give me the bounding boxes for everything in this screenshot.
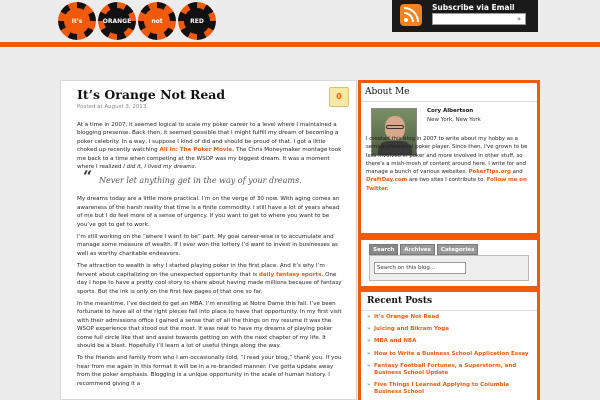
post-paragraph: At a time in 2007, it seemed logical to scale my poker career to a level where I maintained a blogging presense. Back then, it seemed possible that I might fulfill my dream of becoming a poker celebrity. In a way, I suppose I kind of did and should be proud of that. I got a little choked up recently watching All In: The Poker Movie. The Chris Moneymaker montage took me back to a time when competing at the WSOP was my biggest dream. It was a moment where I realized I did it, I lived my dreams.	[77, 122, 342, 171]
about-me-text: I created this blog in 2007 to write about my hobby as a semi-professional poker player. Since then, I've grown to be less involved in poker and more involved in other stuff, so there's a mish-mosh of content around here. I write for and manage a bunch of various websites. PokerTips.org and DraftDay.com are two sites I contribute to. Follow me on Twitter.	[366, 136, 528, 192]
post-paragraph: To the friends and family from who I am occasionally told, “I read your blog,” thank you. If you hear from me again in this format it will be in a re-branded manner. I’ve gotta update away from the poker emphasis. Blogging is a unique opportunity in the scale of human history. I recommend giving it a	[77, 355, 342, 387]
search-widget	[361, 240, 537, 286]
author-name: Cory Albertson	[427, 108, 474, 114]
divider	[361, 101, 537, 102]
quote-mark-icon: “	[83, 167, 93, 187]
daily-fantasy-sports-link[interactable]: daily fantasy sports	[258, 271, 322, 278]
post-blockquote: “ Never let anything get in the way of your dreams.	[83, 167, 302, 187]
post-meta: Posted at August 3, 2013	[77, 104, 147, 110]
logo-chip-not: not	[138, 2, 176, 40]
list-item[interactable]: » Fantasy Football Fortunes, a Superstorm, and Business School Update	[367, 363, 535, 377]
post-paragraph: I’m still working on the “where I want to be” part. My goal career-wise is to accumulate and manage some measure of wealth. If I ever won the lottery I’d want to invest in businesses as well as worthy charitable endeavors.	[77, 234, 338, 257]
recent-posts-list	[367, 314, 535, 400]
rss-icon[interactable]	[400, 4, 422, 26]
sidebar	[358, 80, 540, 400]
author-location: New York, New York	[427, 117, 481, 123]
draftday-link[interactable]: DraftDay.com	[366, 177, 408, 184]
subscribe-title: Subscribe via Email	[432, 3, 515, 12]
divider	[361, 310, 537, 311]
logo-chip-orange: ORANGE	[98, 2, 136, 40]
logo-chip-its: It's	[58, 2, 96, 40]
post-paragraph: My dreams today are a little more practical. I’m on the verge of 30 now. With aging comes an awareness of the harsh reality that time is a finite commodity. I still have a lot of years ahead of me but I do feel more of a sense of urgency. If you want to get to where you want to be you’ve got to get to work.	[77, 196, 340, 228]
recent-posts-widget	[361, 292, 537, 400]
tab-archives[interactable]: Archives	[400, 244, 435, 255]
site-header	[0, 0, 600, 42]
list-item[interactable]: » MBA and NBA	[367, 338, 535, 345]
about-me-widget	[361, 83, 537, 233]
post-title[interactable]: It’s Orange Not Read	[77, 87, 226, 102]
search-input[interactable]: Search on this blog...	[374, 262, 466, 274]
list-item[interactable]: » It’s Orange Not Read	[367, 314, 535, 321]
post-article	[60, 80, 357, 400]
site-logo[interactable]	[58, 2, 216, 42]
list-item[interactable]: » Juicing and Bikram Yoga	[367, 326, 535, 333]
tab-categories[interactable]: Categories	[437, 244, 478, 255]
tab-search[interactable]: Search	[369, 244, 398, 255]
list-item[interactable]: » Five Things I Learned Applying to Columbia Business School	[367, 382, 535, 396]
pokertips-link[interactable]: PokerTips.org	[468, 169, 511, 176]
twitter-follow-link[interactable]: Follow me on Twitter.	[366, 177, 527, 192]
search-tabs	[369, 244, 478, 255]
all-in-movie-link[interactable]: All In: The Poker Movie.	[159, 147, 235, 154]
post-body	[77, 121, 345, 392]
comment-count-badge[interactable]: 0	[329, 87, 349, 107]
post-paragraph: The attraction to wealth is why I started playing poker in the first place. And it’s why I’m fervent about capitalizing on the unexpected opportunity that is daily fantasy sports. One day I hope to have a pretty cool story to share about having made millions because of fantasy sports. But the ink is only on the first few pages of that one so far.	[77, 263, 342, 295]
recent-posts-title: Recent Posts	[367, 296, 433, 306]
about-me-title: About Me	[365, 87, 410, 97]
search-panel	[369, 255, 529, 281]
header-divider	[0, 42, 600, 47]
subscribe-submit-button[interactable]: »	[516, 15, 522, 23]
logo-chip-red: RED	[178, 2, 216, 40]
post-paragraph: In the meantime, I’ve decided to get an MBA. I’m enrolling at Notre Dame this fall. I’ve been fortunate to have all of the right pieces fall into place to have that opportunity. In my first visit with their admissions office I gained a sense that of all the things on my resume it was the WSOP experience that stood out the most. It was neat to have my dreams of playing poker come full circle like that and assist towards getting on with the next chapter of my life. It should be a blast. Hopefully I’ll learn a lot of useful things along the way.	[77, 300, 342, 349]
subscribe-email-input[interactable]	[432, 13, 526, 25]
list-item[interactable]: » How to Write a Business School Application Essay	[367, 351, 535, 358]
subscribe-widget	[392, 0, 538, 32]
